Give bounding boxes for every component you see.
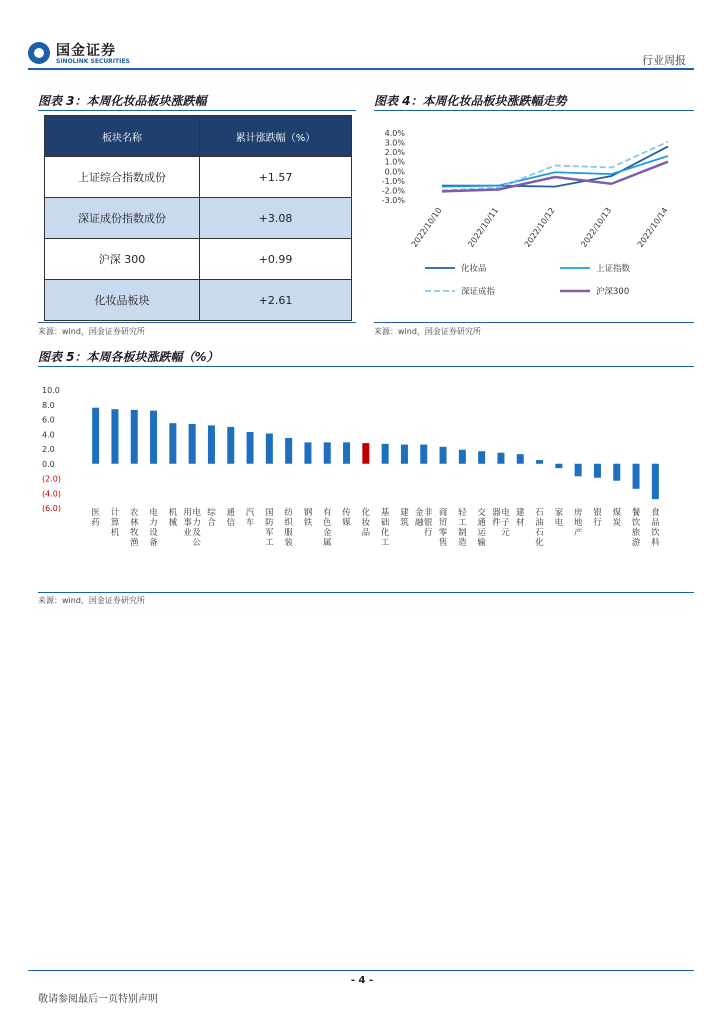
x-tick-label: 2022/10/11	[466, 205, 501, 249]
x-tick-label: 基础化工	[380, 508, 390, 548]
x-tick-label: 交通运输	[477, 508, 486, 548]
x-tick-label: 医药	[91, 508, 100, 528]
fig3-title: 图表 3：本周化妆品板块涨跌幅	[38, 94, 207, 108]
x-tick-label: 农林牧渔	[129, 508, 139, 548]
bar	[633, 464, 640, 489]
y-tick-label: 4.0%	[384, 129, 405, 138]
legend-label: 上证指数	[596, 264, 631, 274]
fig4-title-divider	[374, 110, 694, 111]
table-cell-name: 沪深 300	[45, 239, 200, 280]
y-tick-label: 3.0%	[384, 138, 405, 148]
x-tick-label: 餐饮旅游	[631, 508, 641, 548]
fig5-title: 图表 5：本周各板块涨跌幅（%）	[38, 350, 219, 364]
y-tick-label: 4.0	[42, 430, 55, 440]
x-tick-label: 银行	[593, 508, 602, 528]
x-tick-label: 家电	[554, 508, 564, 528]
y-tick-label: 10.0	[42, 386, 60, 395]
y-tick-label: -1.0%	[381, 176, 405, 186]
x-tick-label: 机械	[168, 508, 178, 528]
table-row	[45, 239, 352, 280]
bar	[285, 438, 292, 464]
y-tick-label: 2.0	[42, 445, 55, 454]
logo-text-en: SINOLINK SECURITIES	[56, 58, 130, 65]
report-type: 行业周报	[642, 54, 686, 67]
x-tick-label: 电力设备	[149, 508, 158, 548]
x-tick-label: 传媒	[342, 508, 351, 528]
bar	[189, 424, 196, 464]
x-tick-label: 商贸零售	[438, 508, 448, 548]
table-cell-value: +1.57	[200, 157, 352, 198]
fig4-title: 图表 4：本周化妆品板块涨跌幅走势	[374, 94, 567, 108]
bar	[150, 411, 157, 464]
bar	[575, 464, 582, 477]
x-tick-label: 计算机	[110, 508, 120, 538]
bar	[517, 454, 524, 464]
y-tick-label: 0.0%	[384, 167, 405, 177]
y-tick-label: (6.0)	[42, 504, 61, 513]
x-tick-label: 2022/10/14	[635, 205, 670, 249]
page-number: - 4 -	[350, 975, 374, 986]
table-row	[45, 280, 352, 321]
legend-label: 深证成指	[461, 287, 496, 297]
bar	[111, 409, 118, 464]
table-cell-name: 上证综合指数成份	[45, 157, 200, 198]
x-tick-label: 国防军工	[265, 508, 274, 548]
bar	[536, 460, 543, 464]
bar	[382, 444, 389, 464]
fig5-bar-chart	[38, 376, 694, 590]
y-tick-label: (4.0)	[42, 489, 61, 499]
footer-divider	[28, 970, 694, 971]
table-header-change: 累计涨跌幅（%）	[200, 116, 352, 157]
x-tick-label: 石油石化	[535, 508, 544, 548]
bar	[208, 425, 215, 463]
x-tick-label: 房地产	[573, 508, 583, 538]
table-row	[45, 157, 352, 198]
y-tick-label: 0.0	[42, 459, 55, 469]
bar	[169, 423, 176, 464]
x-tick-label: 煤炭	[612, 508, 622, 528]
fig3-table	[44, 115, 352, 321]
x-tick-label: 食品饮料	[651, 508, 660, 548]
bar	[343, 442, 350, 463]
header-divider	[28, 68, 694, 70]
y-tick-label: -3.0%	[381, 196, 405, 205]
fig4-line-chart	[370, 118, 694, 318]
table-cell-value: +2.61	[200, 280, 352, 321]
fig5-bottom-divider	[38, 592, 694, 593]
logo-icon	[28, 42, 50, 64]
fig4-source: 来源：wind，国金证券研究所	[374, 327, 481, 336]
x-tick-label: 电子元	[501, 508, 510, 538]
x-tick-label: 2022/10/13	[579, 205, 614, 249]
fig3-source: 来源：wind，国金证券研究所	[38, 327, 145, 336]
bar	[227, 427, 234, 464]
x-tick-label: 建材	[515, 508, 525, 528]
x-tick-label: 综合	[207, 508, 216, 528]
logo-text-cn: 国金证券	[56, 43, 116, 59]
x-tick-label: 通信	[226, 508, 236, 528]
y-tick-label: (2.0)	[42, 474, 61, 484]
bar	[497, 453, 504, 464]
y-tick-label: 6.0	[42, 415, 55, 425]
fig5-source: 来源：wind、国金证券研究所	[38, 596, 145, 605]
x-tick-label: 器件	[492, 508, 501, 528]
fig4-bottom-divider	[374, 322, 694, 323]
bar	[459, 450, 466, 464]
x-tick-label: 金融	[414, 508, 424, 528]
x-tick-label: 电力及公	[192, 508, 201, 548]
bar	[555, 464, 562, 468]
bar	[594, 464, 601, 478]
x-tick-label: 纺织服装	[284, 508, 293, 548]
bar	[247, 432, 254, 464]
bar	[613, 464, 620, 481]
fig5-title-divider	[38, 366, 694, 367]
table-cell-value: +3.08	[200, 198, 352, 239]
bar	[92, 408, 99, 464]
x-tick-label: 非银行	[423, 508, 433, 538]
x-tick-label: 有色金属	[322, 508, 332, 548]
x-tick-label: 2022/10/12	[522, 205, 557, 249]
bar	[401, 445, 408, 464]
x-tick-label: 轻工制造	[458, 508, 467, 548]
series-line	[442, 156, 668, 187]
table-cell-value: +0.99	[200, 239, 352, 280]
footer-note: 敬请参阅最后一页特别声明	[38, 994, 158, 1005]
y-tick-label: 1.0%	[384, 157, 405, 167]
legend-label: 沪深300	[596, 287, 630, 297]
bar	[478, 451, 485, 464]
table-cell-name: 化妆品板块	[45, 280, 200, 321]
fig3-bottom-divider	[38, 322, 356, 323]
legend-label: 化妆品	[461, 264, 487, 274]
x-tick-label: 钢铁	[303, 508, 313, 528]
bar	[324, 442, 331, 463]
x-tick-label: 建筑	[400, 508, 409, 528]
bar	[420, 445, 427, 464]
logo	[28, 40, 138, 68]
bar	[131, 410, 138, 464]
bar	[652, 464, 659, 499]
x-tick-label: 2022/10/10	[409, 205, 444, 249]
x-tick-label: 汽车	[245, 508, 255, 528]
bar	[440, 447, 447, 464]
y-tick-label: 2.0%	[384, 148, 405, 158]
table-cell-name: 深证成份指数成份	[45, 198, 200, 239]
table-header-name: 板块名称	[45, 116, 200, 157]
table-row	[45, 198, 352, 239]
bar	[266, 434, 273, 464]
bar	[362, 443, 369, 464]
fig3-title-divider	[38, 110, 356, 111]
x-tick-label: 用事业	[183, 508, 192, 538]
x-tick-label: 化妆品	[361, 508, 371, 538]
y-tick-label: -2.0%	[381, 186, 405, 196]
bar	[304, 442, 311, 463]
y-tick-label: 8.0	[42, 400, 55, 410]
